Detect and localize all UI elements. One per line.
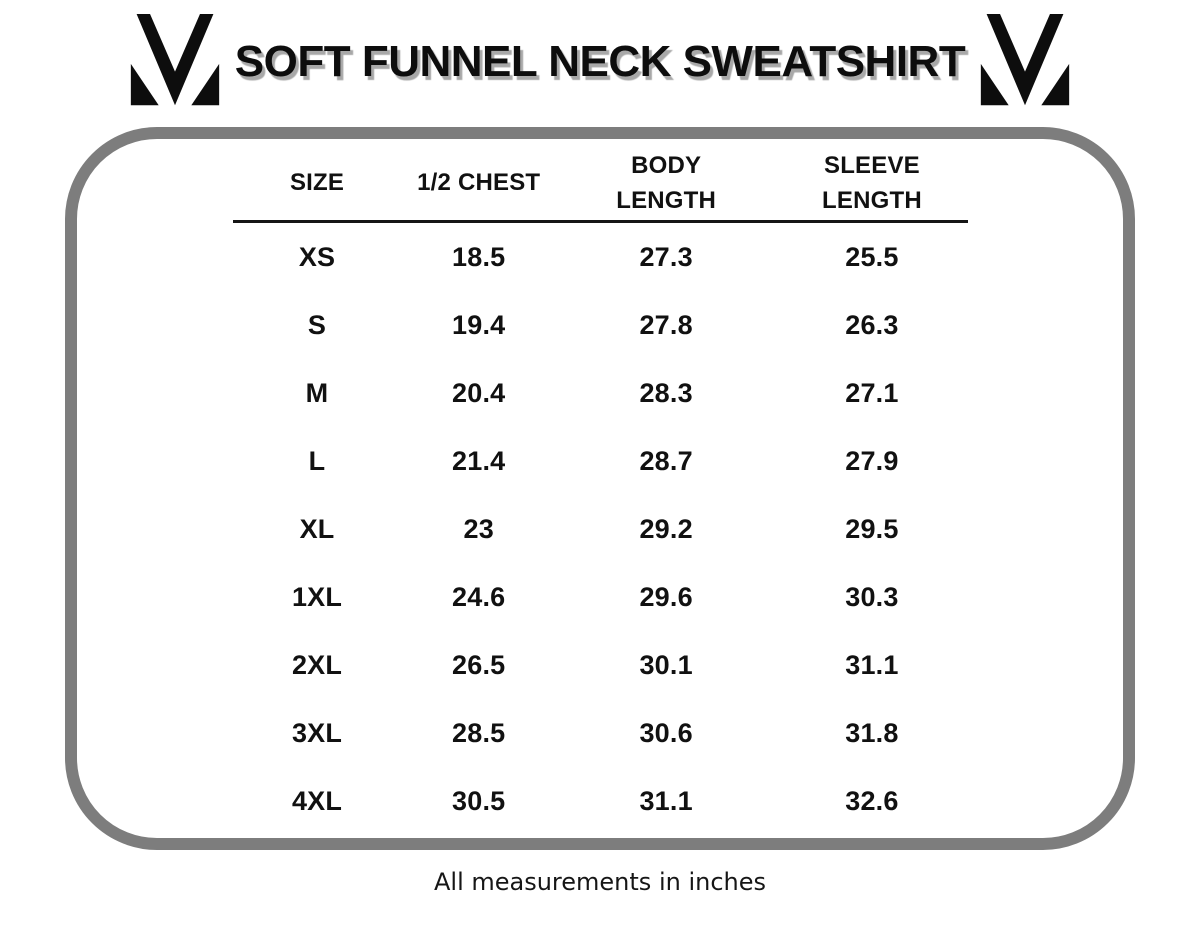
size-cell: M bbox=[305, 377, 329, 408]
sleeve-length-cell: 32.6 bbox=[845, 785, 899, 816]
table-row-s bbox=[233, 291, 968, 359]
size-cell: L bbox=[308, 445, 326, 476]
body-length-cell: 29.6 bbox=[639, 581, 693, 612]
body-length-cell: 30.1 bbox=[639, 649, 693, 680]
table-row-m bbox=[233, 359, 968, 427]
body-length-cell: 28.3 bbox=[639, 377, 693, 408]
table-row-2xl bbox=[233, 631, 968, 699]
half-chest-cell: 23 bbox=[463, 513, 494, 544]
table-row-4xl bbox=[233, 767, 968, 835]
half-chest-cell: 30.5 bbox=[452, 785, 506, 816]
body-length-cell: 28.7 bbox=[639, 445, 693, 476]
column-header-label: SLEEVE LENGTH bbox=[822, 152, 922, 214]
sleeve-length-cell: 31.1 bbox=[845, 649, 899, 680]
size-cell: 1XL bbox=[291, 581, 343, 612]
column-header-half-chest bbox=[402, 166, 556, 200]
table-row-xl bbox=[233, 495, 968, 563]
column-header-label: SIZE bbox=[289, 169, 345, 197]
size-cell: XL bbox=[299, 513, 335, 544]
page-title: SOFT FUNNEL NECK SWEATSHIRT bbox=[234, 37, 966, 86]
half-chest-cell: 19.4 bbox=[452, 309, 506, 340]
body-length-cell: 30.6 bbox=[639, 717, 693, 748]
size-chart-panel bbox=[65, 127, 1135, 850]
size-cell: 3XL bbox=[291, 717, 343, 748]
sleeve-length-cell: 26.3 bbox=[845, 309, 899, 340]
units-note: All measurements in inches bbox=[433, 868, 766, 896]
brand-m-logo-icon bbox=[123, 14, 227, 110]
half-chest-cell: 26.5 bbox=[452, 649, 506, 680]
half-chest-cell: 18.5 bbox=[452, 241, 506, 272]
size-chart-table bbox=[233, 139, 968, 835]
column-header-label: 1/2 CHEST bbox=[417, 169, 541, 197]
sleeve-length-cell: 27.9 bbox=[845, 445, 899, 476]
column-header-label: BODY LENGTH bbox=[616, 152, 717, 214]
column-header-body-length bbox=[556, 149, 777, 217]
body-length-cell: 27.8 bbox=[639, 309, 693, 340]
sleeve-length-cell: 30.3 bbox=[845, 581, 899, 612]
size-cell: S bbox=[307, 309, 327, 340]
half-chest-cell: 24.6 bbox=[452, 581, 506, 612]
table-row-3xl bbox=[233, 699, 968, 767]
table-row-l bbox=[233, 427, 968, 495]
column-header-size bbox=[233, 166, 402, 200]
body-length-cell: 31.1 bbox=[639, 785, 693, 816]
sleeve-length-cell: 27.1 bbox=[845, 377, 899, 408]
half-chest-cell: 28.5 bbox=[452, 717, 506, 748]
size-cell: 2XL bbox=[291, 649, 343, 680]
half-chest-cell: 21.4 bbox=[452, 445, 506, 476]
size-cell: 4XL bbox=[291, 785, 343, 816]
table-row-xs bbox=[233, 223, 968, 291]
brand-m-logo-icon bbox=[973, 14, 1077, 110]
size-cell: XS bbox=[298, 241, 336, 272]
half-chest-cell: 20.4 bbox=[452, 377, 506, 408]
header bbox=[0, 0, 1200, 112]
sleeve-length-cell: 25.5 bbox=[845, 241, 899, 272]
table-header-row bbox=[233, 139, 968, 223]
column-header-sleeve-length bbox=[776, 149, 967, 217]
sleeve-length-cell: 29.5 bbox=[845, 513, 899, 544]
body-length-cell: 27.3 bbox=[639, 241, 693, 272]
sleeve-length-cell: 31.8 bbox=[845, 717, 899, 748]
table-row-1xl bbox=[233, 563, 968, 631]
body-length-cell: 29.2 bbox=[639, 513, 693, 544]
